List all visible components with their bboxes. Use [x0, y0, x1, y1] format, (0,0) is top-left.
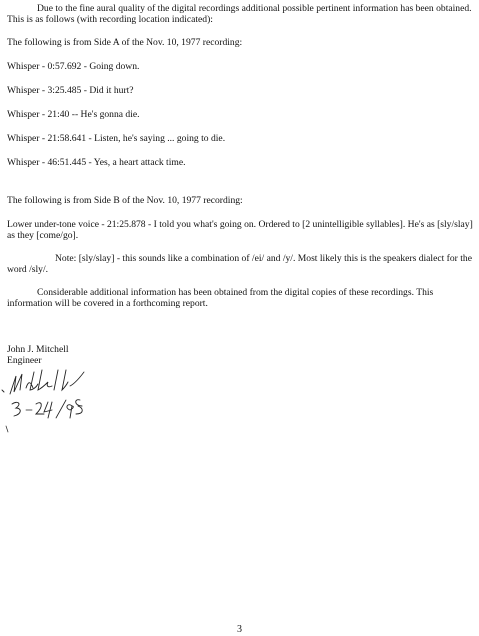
side-b-heading: The following is from Side B of the Nov. 10, 1977 recording: — [7, 195, 243, 206]
signatory-name: John J. Mitchell — [7, 344, 69, 355]
side-b-item: Lower under-tone voice - 21:25.878 - I told you what's going on. Ordered to [2 unintelligible syllables]. He's as [sly/slay] as they [come/go]. — [7, 219, 473, 241]
side-a-heading: The following is from Side A of the Nov. 10, 1977 recording: — [7, 37, 243, 48]
side-b-note: Note: [sly/slay] - this sounds like a combination of /ei/ and /y/. Most likely this is the speakers dialect for the word /sly/. — [7, 253, 472, 275]
side-a-item: Whisper - 0:57.692 - Going down. — [7, 61, 140, 72]
handwritten-signature — [0, 368, 130, 438]
intro-paragraph: Due to the fine aural quality of the digital recordings additional possible pertinent information has been obtained. This is as follows (with recording location indicated): — [7, 3, 472, 25]
side-a-item: Whisper - 21:58.641 - Listen, he's saying ... going to die. — [7, 133, 226, 144]
side-a-item: Whisper - 46:51.445 - Yes, a heart attack time. — [7, 157, 186, 168]
side-a-item: Whisper - 3:25.485 - Did it hurt? — [7, 85, 134, 96]
signatory-title: Engineer — [7, 355, 42, 366]
closing-paragraph: Considerable additional information has been obtained from the digital copies of these recordings. This information will be covered in a forthcoming report. — [7, 287, 434, 309]
side-a-item: Whisper - 21:40 -- He's gonna die. — [7, 109, 140, 120]
page-number: 3 — [237, 624, 242, 635]
